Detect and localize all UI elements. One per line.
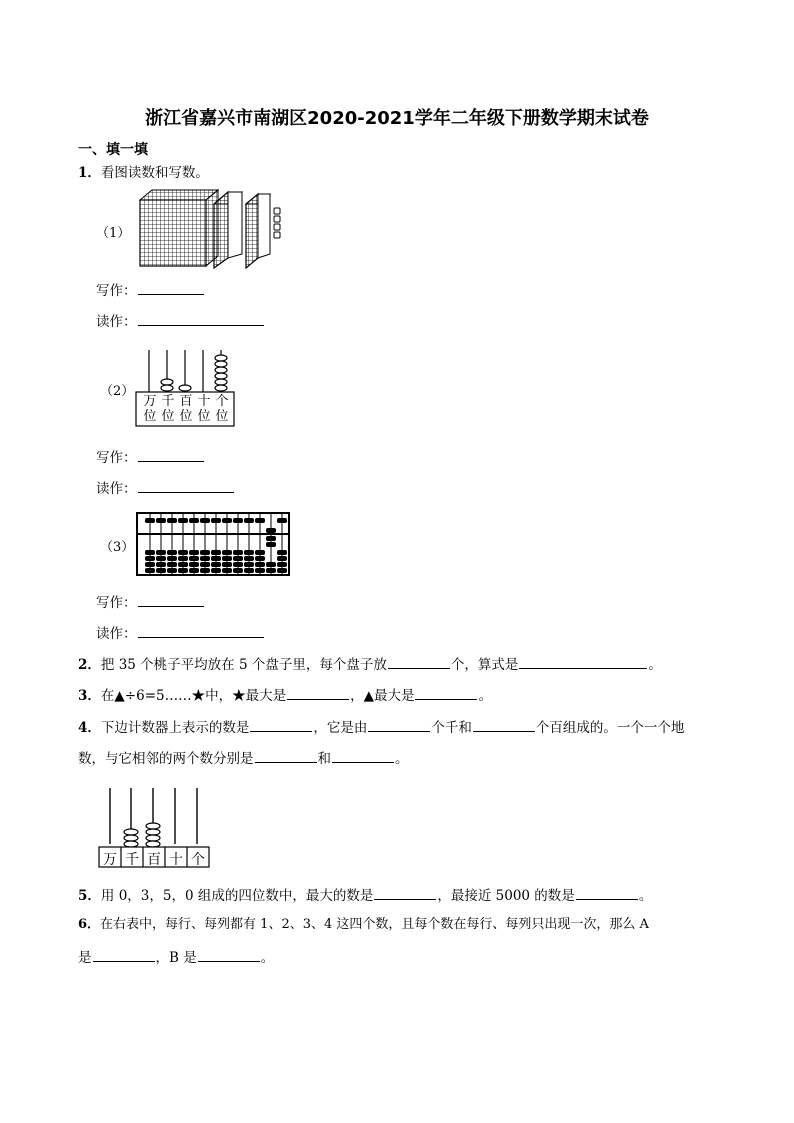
question-3: 3．在▲÷6=5……★中，★最大是 ，▲最大是 。: [78, 685, 492, 705]
question-number: 3．: [78, 688, 101, 704]
unit-cube: [274, 232, 280, 238]
question-2: 2．把 35 个桃子平均放在 5 个盘子里，每个盘子放 个，算式是 。: [78, 654, 662, 674]
bead: [215, 373, 227, 379]
bead: [179, 385, 191, 391]
cube-front: [140, 200, 206, 266]
bead: [161, 385, 173, 391]
answer-blank[interactable]: [374, 885, 436, 900]
question-1: [78, 164, 209, 182]
bead: [215, 367, 227, 373]
answer-blank[interactable]: [576, 885, 638, 900]
question-number: 4．: [78, 720, 101, 736]
answer-blank[interactable]: [388, 654, 450, 669]
answer-blank[interactable]: [198, 947, 260, 962]
answer-blank[interactable]: [138, 311, 264, 326]
question-6-line-2: 是 ，B 是 。: [78, 947, 274, 967]
section-heading: 一、填一填: [78, 142, 148, 158]
unit-cube: [274, 216, 280, 222]
question-number: 1．: [78, 165, 101, 181]
abacus-place-labels: 万 位 千 位 百 位 十 位 个 位: [143, 394, 229, 424]
question-text: 看图读数和写数。: [100, 165, 209, 181]
question-4-line-1: 4．下边计数器上表示的数是 ，它是由 个千和 个百组成的。一个一个地: [78, 717, 684, 737]
write-line-3: [96, 592, 205, 612]
suanpan-figure: [136, 512, 292, 578]
flat-1: [214, 192, 228, 268]
read-label: 读作：: [96, 481, 137, 497]
write-line-1: [96, 280, 205, 300]
bead: [215, 385, 227, 391]
read-line-1: [96, 311, 265, 331]
question-number: 6．: [78, 917, 101, 932]
cube-top: [140, 190, 218, 200]
answer-blank[interactable]: [519, 654, 647, 669]
write-label: 写作：: [96, 450, 137, 466]
answer-blank[interactable]: [473, 717, 535, 732]
answer-blank[interactable]: [138, 623, 264, 638]
read-label: 读作：: [96, 626, 137, 642]
write-line-2: [96, 447, 205, 467]
question-number: 5．: [78, 888, 101, 904]
answer-blank[interactable]: [138, 280, 204, 295]
question-number: 2．: [78, 657, 101, 673]
bead: [215, 355, 227, 361]
write-label: 写作：: [96, 595, 137, 611]
answer-blank[interactable]: [368, 717, 430, 732]
answer-blank[interactable]: [138, 447, 204, 462]
answer-blank[interactable]: [287, 685, 349, 700]
answer-blank[interactable]: [250, 717, 312, 732]
unit-cube: [274, 224, 280, 230]
read-line-2: [96, 478, 235, 498]
question-4-line-2: 数，与它相邻的两个数分别是 和 。: [78, 748, 409, 768]
read-line-3: [96, 623, 265, 643]
read-label: 读作：: [96, 314, 137, 330]
answer-blank[interactable]: [332, 748, 394, 763]
bead: [161, 379, 173, 385]
flat-2: [246, 194, 258, 268]
answer-blank[interactable]: [93, 947, 155, 962]
question-6-line-1: 6．在右表中，每行、每列都有 1、2、3、4 这四个数，且每个数在每行、每列只出现一次，那么 A: [78, 917, 649, 932]
sub-label-2: （2）: [100, 384, 135, 399]
answer-blank[interactable]: [138, 592, 204, 607]
sub-label-3: （3）: [100, 540, 135, 555]
unit-cube: [274, 208, 280, 214]
answer-blank[interactable]: [138, 478, 234, 493]
question-5: 5．用 0，3，5，0 组成的四位数中，最大的数是 ，最接近 5000 的数是 。: [78, 885, 652, 905]
answer-blank[interactable]: [415, 685, 477, 700]
bead: [215, 361, 227, 367]
answer-blank[interactable]: [255, 748, 317, 763]
write-label: 写作：: [96, 283, 137, 299]
block-figure: [136, 188, 286, 268]
counter-labels: 万 千 百 十 个: [103, 852, 205, 868]
bead: [215, 379, 227, 385]
sub-label-1: （1）: [96, 226, 131, 241]
page-title: 浙江省嘉兴市南湖区2020-2021学年二年级下册数学期末试卷: [145, 108, 649, 129]
